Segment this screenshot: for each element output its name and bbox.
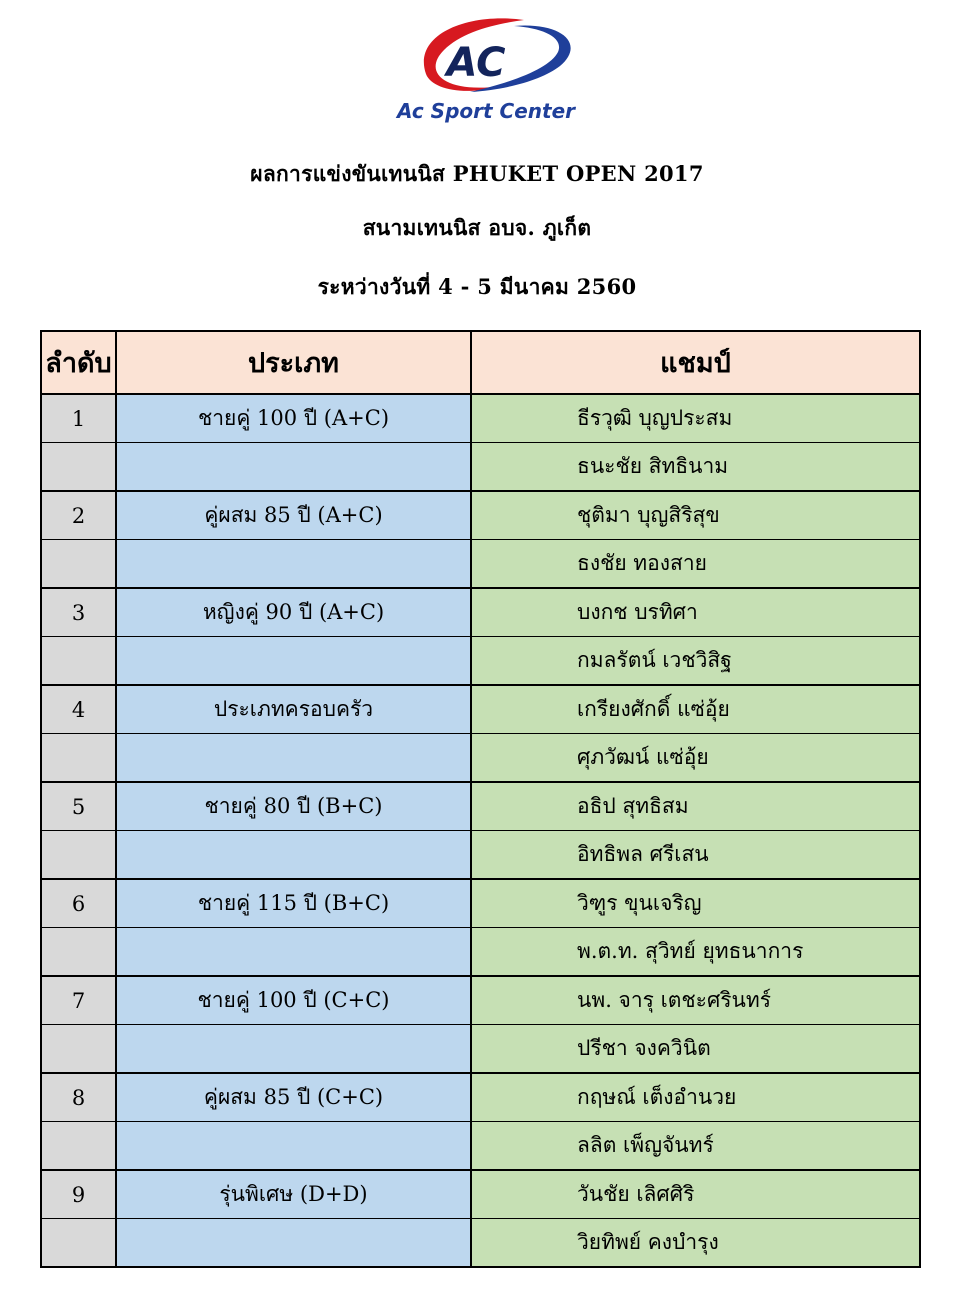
row-number [41, 928, 116, 977]
logo-brand-text: Ac Sport Center [397, 99, 575, 123]
date-line: ระหว่างวันที่ 4 - 5 มีนาคม 2560 [317, 274, 637, 299]
row-champion: กมลรัตน์ เวชวิสิฐ [471, 637, 920, 686]
table-row [41, 685, 920, 734]
header-category: ประเภท [116, 331, 471, 394]
row-category: หญิงคู่ 90 ปี (A+C) [116, 588, 471, 637]
row-number: 3 [41, 588, 116, 637]
row-category [116, 734, 471, 783]
row-category [116, 1219, 471, 1268]
table-row [41, 976, 920, 1025]
table-row [41, 1025, 920, 1074]
row-number [41, 1219, 116, 1268]
table-row [41, 491, 920, 540]
row-champion: อิทธิพล ศรีเสน [471, 831, 920, 880]
row-category [116, 443, 471, 492]
row-number: 9 [41, 1170, 116, 1219]
logo-mark-text: AC [446, 40, 506, 86]
table-row [41, 1122, 920, 1171]
table-row [41, 1219, 920, 1268]
results-table [40, 330, 921, 1268]
row-champion: กฤษณ์ เต็งอำนวย [471, 1073, 920, 1122]
table-row [41, 879, 920, 928]
row-category: รุ่นพิเศษ (D+D) [116, 1170, 471, 1219]
header-champion: แชมป์ [471, 331, 920, 394]
venue-line: สนามเทนนิส อบจ. ภูเก็ต [362, 215, 592, 240]
table-row [41, 1170, 920, 1219]
row-category [116, 831, 471, 880]
row-champion: อธิป สุทธิสม [471, 782, 920, 831]
row-champion: ธีรวุฒิ บุญประสม [471, 394, 920, 443]
row-category: ชายคู่ 100 ปี (A+C) [116, 394, 471, 443]
row-number: 6 [41, 879, 116, 928]
row-number: 7 [41, 976, 116, 1025]
row-champion: ชุติมา บุญสิริสุข [471, 491, 920, 540]
row-number [41, 443, 116, 492]
row-champion: ศุภวัฒน์ แซ่อุ้ย [471, 734, 920, 783]
row-number [41, 734, 116, 783]
table-row [41, 588, 920, 637]
row-category: ชายคู่ 100 ปี (C+C) [116, 976, 471, 1025]
row-champion: วันชัย เลิศศิริ [471, 1170, 920, 1219]
row-number: 1 [41, 394, 116, 443]
logo-graphic [374, 12, 594, 124]
row-category: คู่ผสม 85 ปี (C+C) [116, 1073, 471, 1122]
row-number: 5 [41, 782, 116, 831]
row-category [116, 1122, 471, 1171]
row-number [41, 540, 116, 589]
row-category: คู่ผสม 85 ปี (A+C) [116, 491, 471, 540]
row-champion: เกรียงศักดิ์ แซ่อุ้ย [471, 685, 920, 734]
row-number: 8 [41, 1073, 116, 1122]
table-row [41, 1073, 920, 1122]
table-row [41, 540, 920, 589]
row-category [116, 928, 471, 977]
header-order: ลำดับ [41, 331, 116, 394]
row-champion: นพ. จารุ เตชะศรินทร์ [471, 976, 920, 1025]
row-number [41, 831, 116, 880]
table-row [41, 831, 920, 880]
table-row [41, 928, 920, 977]
row-champion: วิฑูร ขุนเจริญ [471, 879, 920, 928]
row-category [116, 540, 471, 589]
row-champion: ปรีชา จงควินิต [471, 1025, 920, 1074]
row-category: ประเภทครอบครัว [116, 685, 471, 734]
row-number [41, 1025, 116, 1074]
table-row [41, 782, 920, 831]
row-number: 4 [41, 685, 116, 734]
row-champion: ธงชัย ทองสาย [471, 540, 920, 589]
row-number: 2 [41, 491, 116, 540]
table-row [41, 394, 920, 443]
row-category: ชายคู่ 80 ปี (B+C) [116, 782, 471, 831]
table-header-row [41, 331, 920, 394]
row-number [41, 637, 116, 686]
row-champion: ธนะชัย สิทธินาม [471, 443, 920, 492]
row-category: ชายคู่ 115 ปี (B+C) [116, 879, 471, 928]
row-category [116, 1025, 471, 1074]
table-row [41, 637, 920, 686]
row-category [116, 637, 471, 686]
table-row [41, 443, 920, 492]
row-number [41, 1122, 116, 1171]
row-champion: บงกช บรทิศา [471, 588, 920, 637]
row-champion: วิยทิพย์ คงบำรุง [471, 1219, 920, 1268]
row-champion: ลลิต เพ็ญจันทร์ [471, 1122, 920, 1171]
ac-sport-center-logo [374, 12, 594, 124]
row-champion: พ.ต.ท. สุวิทย์ ยุทธนาการ [471, 928, 920, 977]
table-row [41, 734, 920, 783]
document-title: ผลการแข่งขันเทนนิส PHUKET OPEN 2017 [250, 161, 704, 186]
